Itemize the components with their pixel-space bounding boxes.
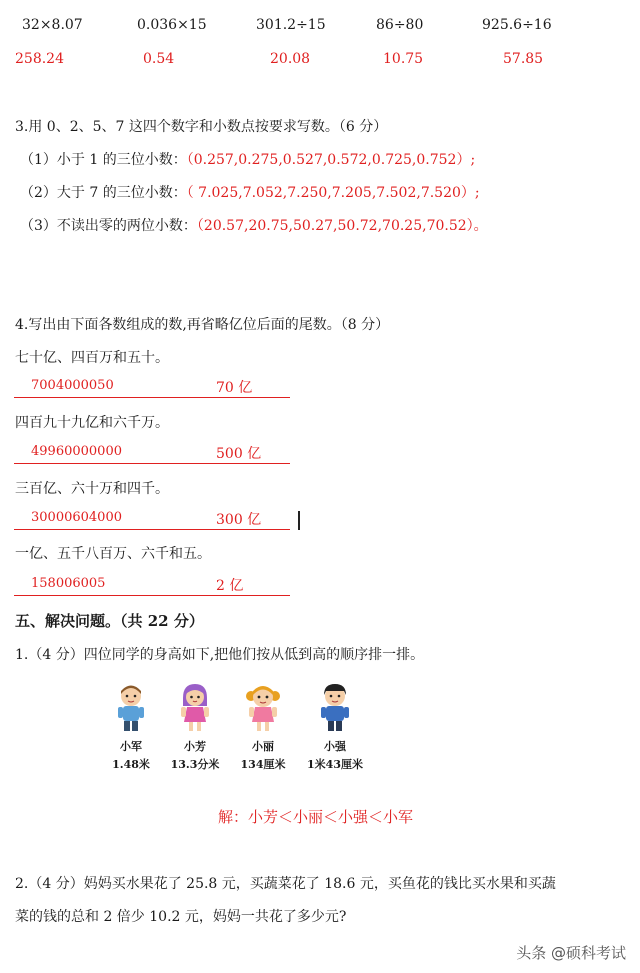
p2-line-2: 菜的钱的总和 2 倍少 10.2 元，妈妈一共花了多少元? [15,909,347,925]
section5-heading: 五、解决问题。（共 22 分） [15,612,204,630]
girl-figure-icon [170,684,220,734]
kid-3 [238,684,288,772]
q4-number-3: 30000604000 [31,510,122,525]
q4-answer-line-1 [14,377,290,398]
text-cursor [298,511,300,530]
boy-figure-icon [305,684,365,734]
kid-name-2: 小芳 [184,740,206,753]
calc-expr-2: 0.036×15 [137,17,207,33]
girl-figure-icon [238,684,288,734]
q3-item-1-label: （1）小于 1 的三位小数： [20,152,187,168]
q3-item-3-label: （3）不读出零的两位小数： [20,218,197,234]
q4-approx-3: 300 亿 [216,512,262,528]
kid-name-3: 小丽 [252,740,274,753]
calc-expr-5: 925.6÷16 [482,17,552,33]
kid-height-3: 134厘米 [240,758,286,771]
p1-answer: 解：小芳＜小丽＜小强＜小军 [218,808,414,826]
p1-text: 1.（4 分）四位同学的身高如下,把他们按从低到高的顺序排一排。 [15,647,425,663]
q4-prompt-1: 七十亿、四百万和五十。 [15,350,169,366]
q4-approx-2: 500 亿 [216,446,262,462]
q4-answer-line-4 [14,575,290,596]
q3-item-2-answer: （ 7.025,7.052,7.250,7.205,7.502,7.520）; [186,185,480,201]
calc-expr-4: 86÷80 [376,17,424,33]
q4-answer-line-3 [14,509,290,530]
p2-line-1: 2.（4 分）妈妈买水果花了 25.8 元，买蔬菜花了 18.6 元，买鱼花的钱比买水果和买蔬 [15,876,556,892]
q4-approx-1: 70 亿 [216,380,253,396]
q4-answer-line-2 [14,443,290,464]
q4-title: 4.写出由下面各数组成的数,再省略亿位后面的尾数。（8 分） [15,317,390,333]
q4-number-1: 7004000050 [31,378,114,393]
q3-item-3-answer: （20.57,20.75,50.27,50.72,70.25,70.52）。 [196,218,488,234]
q3-item-3 [20,215,488,235]
q4-number-4: 158006005 [31,576,106,591]
q3-item-1-answer: （0.257,0.275,0.527,0.572,0.725,0.752）; [186,152,476,168]
q3-item-1 [20,149,475,169]
kid-1 [106,684,156,772]
q3-item-2 [20,182,480,202]
watermark: 头条 @硕科考试 [512,940,630,965]
kid-4 [305,684,365,772]
q4-prompt-2: 四百九十九亿和六千万。 [15,415,169,431]
calc-expr-3: 301.2÷15 [256,17,326,33]
calc-answer-4: 10.75 [383,51,424,67]
calc-answer-5: 57.85 [503,51,544,67]
q3-item-2-label: （2）大于 7 的三位小数： [20,185,187,201]
kid-height-4: 1米43厘米 [307,758,363,771]
q4-number-2: 49960000000 [31,444,122,459]
kid-height-1: 1.48米 [112,758,150,771]
q4-prompt-4: 一亿、五千八百万、六千和五。 [15,546,211,562]
q4-approx-4: 2 亿 [216,578,244,594]
q3-title: 3.用 0、2、5、7 这四个数字和小数点按要求写数。（6 分） [15,119,388,135]
kid-2 [170,684,220,772]
calc-answer-1: 258.24 [15,51,64,67]
kid-height-2: 13.3分米 [170,758,220,771]
calc-expr-1: 32×8.07 [22,17,83,33]
kid-name-4: 小强 [324,740,346,753]
boy-figure-icon [106,684,156,734]
calc-answer-2: 0.54 [143,51,175,67]
kid-name-1: 小军 [120,740,142,753]
q4-prompt-3: 三百亿、六十万和四千。 [15,481,169,497]
calc-answer-3: 20.08 [270,51,311,67]
